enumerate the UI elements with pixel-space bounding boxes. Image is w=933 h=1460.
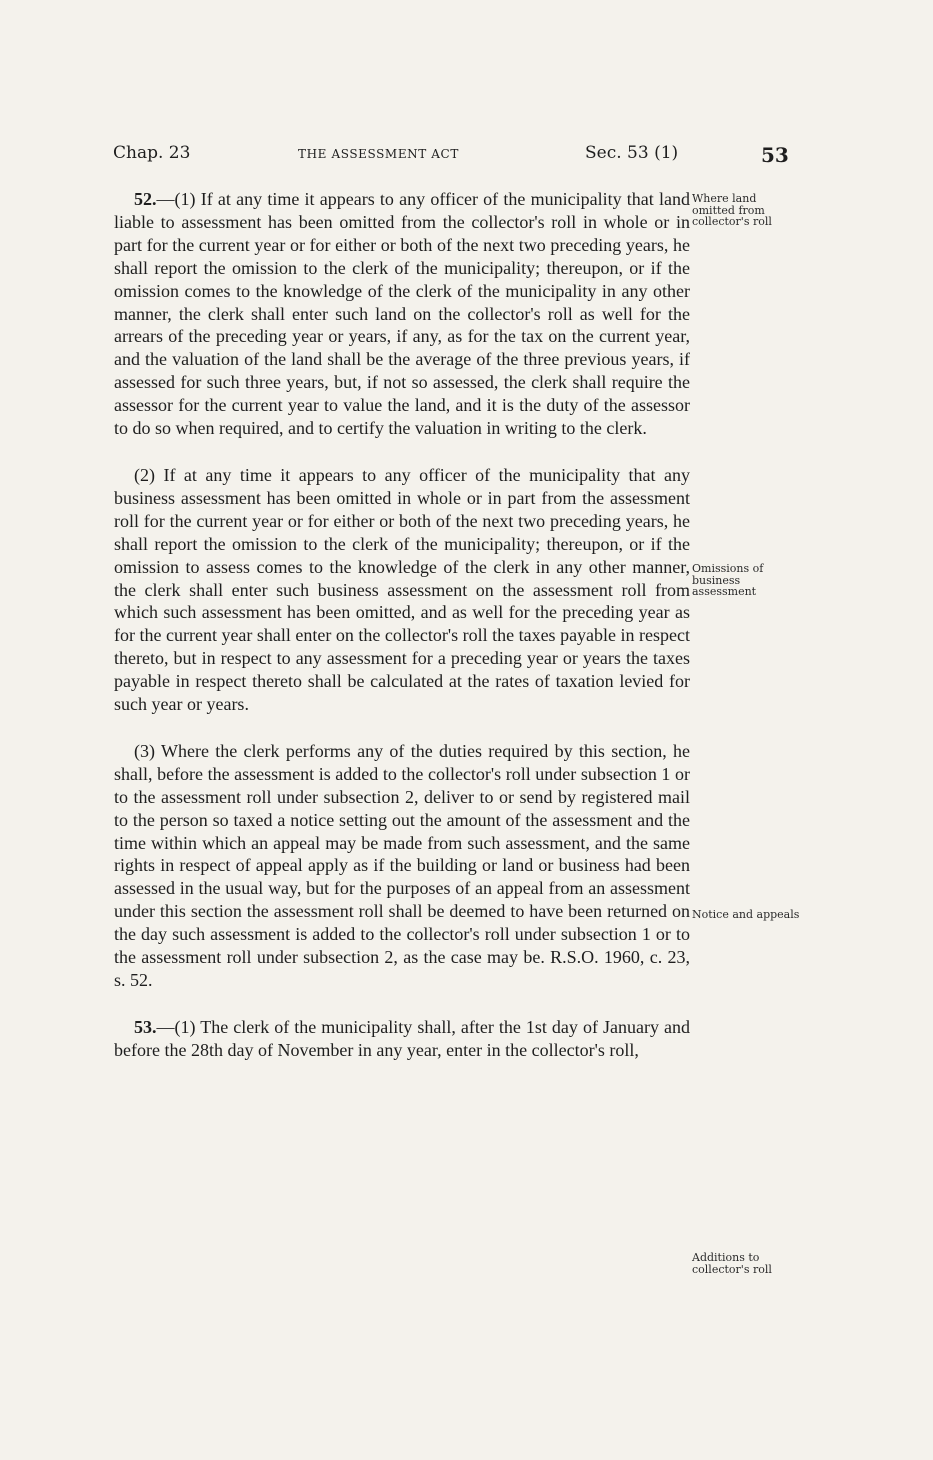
section-number: 52.: [134, 189, 157, 209]
paragraph-text: (2) If at any time it appears to any officer of the municipality that any business assessment has been omitted in whole or in part from the assessment roll for the current year or for either or both of the next two preceding years, he shall report the omission to the clerk of the municipality; thereupon, or if the omission to assess comes to the knowledge of the clerk in any other manner, the clerk shall enter such business assessment on the assessment roll from which such assessment has been omitted, and as well for the preceding year as for the current year shall enter on the collector's roll the taxes payable in respect thereto, but in respect to any assessment for a preceding year or years the taxes payable in respect thereto shall be calculated at the rates of taxation levied for such year or years.: [114, 464, 690, 715]
chapter-label: Chap. 23: [113, 143, 191, 163]
statute-text: [114, 188, 690, 1062]
section-label: Sec. 53 (1): [585, 143, 679, 163]
section-53-1: [114, 1016, 690, 1062]
section-52-1: [114, 188, 690, 440]
section-52-3: [114, 740, 690, 992]
act-title: THE ASSESSMENT ACT: [298, 147, 459, 161]
margin-note-notice-appeals: Notice and appeals: [692, 908, 800, 921]
paragraph-text: (3) Where the clerk performs any of the duties required by this section, he shall, before the assessment is added to the collector's roll under subsection 1 or to the assessment roll under subsection 2, deliver to or send by registered mail to the person so taxed a notice setting out the amount of the assessment and the time within which an appeal may be made from such assessment, and the same rights in respect of appeal apply as if the building or land or business had been assessed in the usual way, but for the purposes of an appeal from an assessment under this section the assessment roll shall be deemed to have been returned on the day such assessment is added to the collector's roll under subsection 1 or to the assessment roll under subsection 2, as the case may be. R.S.O. 1960, c. 23, s. 52.: [114, 740, 690, 990]
page-number: 53: [761, 143, 789, 167]
paragraph-text: —(1) If at any time it appears to any officer of the municipality that land liable to assessment has been omitted from the collector's roll in whole or in part for the current year or for either or both of the next two preceding years, he shall report the omission to the clerk of the municipality; thereupon, or if the omission comes to the knowledge of the clerk of the municipality in any other manner, the clerk shall enter such land on the collector's roll as well for the arrears of the preceding year or years, if any, as for the tax on the current year, and the valuation of the land shall be the average of the three previous years, if assessed for such three years, but, if not so assessed, the clerk shall require the assessor for the current year to value the land, and it is the duty of the assessor to do so when required, and to certify the valuation in writing to the clerk.: [114, 189, 690, 439]
margin-note-additions: Additions to collector's roll: [692, 1251, 772, 1276]
margin-note-land-omitted: Where land omitted from collector's roll: [692, 192, 772, 228]
running-header: [113, 143, 793, 173]
paragraph-text: —(1) The clerk of the municipality shall, after the 1st day of January and before the 28th day of November in any year, enter in the collector's roll,: [114, 1016, 690, 1060]
margin-note-business-omissions: Omissions of business assessment: [692, 562, 764, 598]
section-52-2: [114, 464, 690, 716]
section-number: 53.: [134, 1016, 157, 1037]
